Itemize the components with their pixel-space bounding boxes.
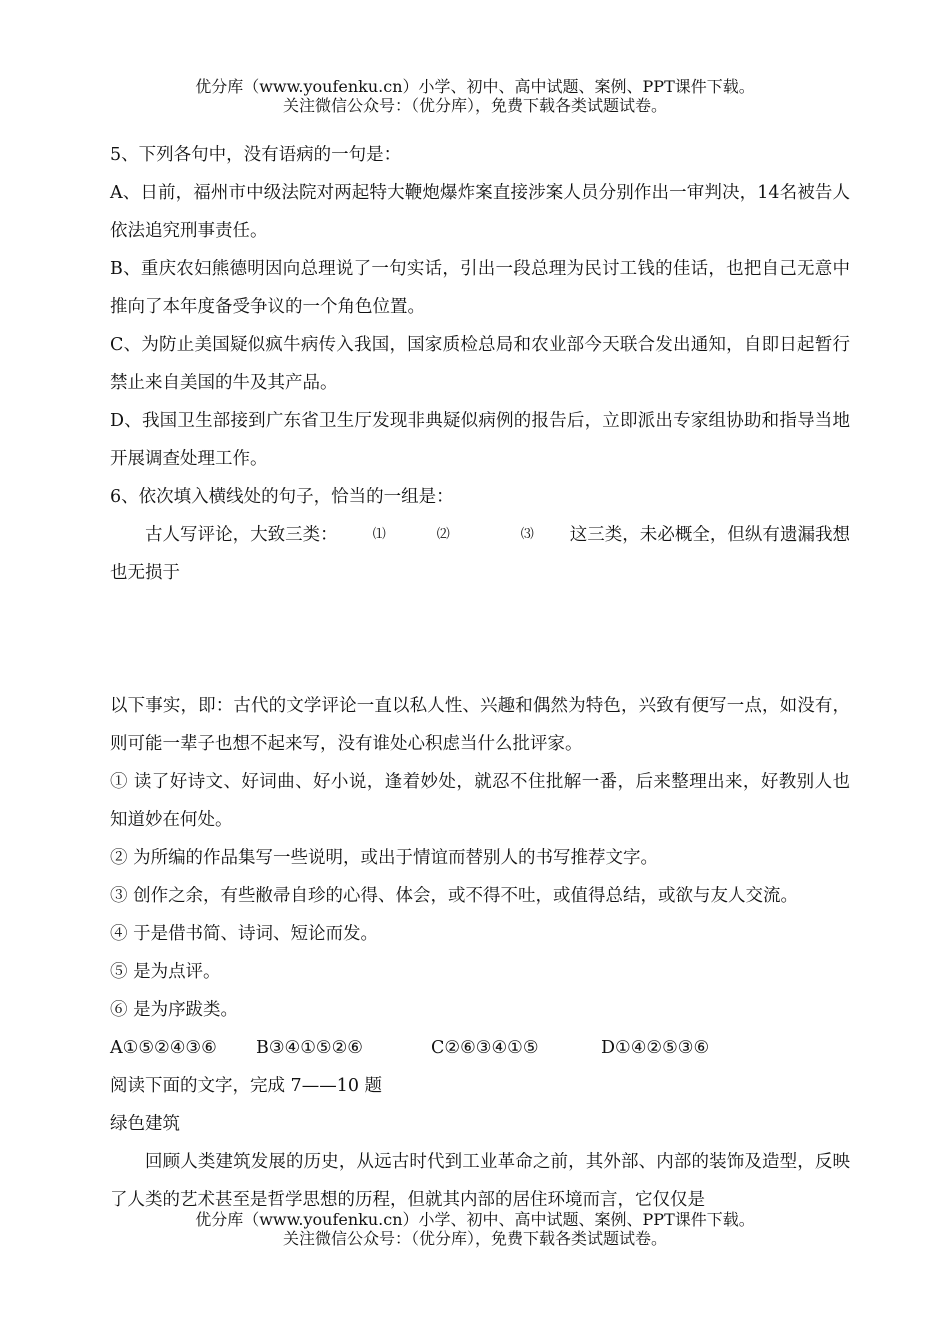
page-footer bbox=[0, 1210, 950, 1248]
q6-item-3: ③ 创作之余，有些敝帚自珍的心得、体会，或不得不吐，或值得总结，或欲与友人交流。 bbox=[110, 886, 799, 906]
reading-paragraph-1: 回顾人类建筑发展的历史，从远古时代到工业革命之前，其外部、内部的装饰及造型，反映了人类的艺术甚至是哲学思想的历程，但就其内部的居住环境而言，它仅仅是 bbox=[110, 1152, 850, 1210]
q6-option-a: A①⑤②④③⑥ bbox=[110, 1038, 217, 1058]
q6-option-c: C②⑥③④①⑤ bbox=[431, 1038, 539, 1058]
footer-line-1: 优分库（www.youfenku.cn）小学、初中、高中试题、案例、PPT课件下载。 bbox=[195, 1210, 755, 1229]
q6-options bbox=[110, 1029, 850, 1067]
q6-option-d: D①④②⑤③⑥ bbox=[601, 1038, 710, 1058]
reading-title: 绿色建筑 bbox=[110, 1114, 180, 1134]
q6-item-6: ⑥ 是为序跋类。 bbox=[110, 1000, 239, 1020]
reading-intro: 阅读下面的文字，完成 7——10 题 bbox=[110, 1076, 383, 1096]
passage-mid: 这三类，未必概全，但纵有遗漏我想也无损于 bbox=[110, 525, 850, 583]
q6-item-2: ② 为所编的作品集写一些说明，或出于情谊而替别人的书写推荐文字。 bbox=[110, 848, 659, 868]
header-line-2: 关注微信公众号：（优分库），免费下载各类试题试卷。 bbox=[282, 96, 667, 115]
q6-item-1: ① 读了好诗文、好词曲、好小说，逢着妙处，就忍不住批解一番，后来整理出来，好教别人也知道妙在何处。 bbox=[110, 772, 850, 830]
q5-option-a: A、日前，福州市中级法院对两起特大鞭炮爆炸案直接涉案人员分别作出一审判决，14名被告人依法追究刑事责任。 bbox=[110, 183, 850, 241]
q6-option-b: B③④①⑤②⑥ bbox=[256, 1038, 363, 1058]
q5-option-d: D、我国卫生部接到广东省卫生厅发现非典疑似病例的报告后，立即派出专家组协助和指导当地开展调查处理工作。 bbox=[110, 411, 850, 469]
passage-intro: 古人写评论，大致三类： bbox=[145, 525, 338, 545]
q6-passage-start bbox=[110, 516, 850, 592]
footer-line-2: 关注微信公众号：（优分库），免费下载各类试题试卷。 bbox=[282, 1229, 667, 1248]
page-header bbox=[0, 77, 950, 115]
q6-passage-end: 以下事实，即：古代的文学评论一直以私人性、兴趣和偶然为特色，兴致有便写一点，如没有，则可能一辈子也想不起来写，没有谁处心积虑当什么批评家。 bbox=[110, 696, 850, 754]
q6-item-5: ⑤ 是为点评。 bbox=[110, 962, 221, 982]
document-body bbox=[110, 136, 850, 1219]
q5-stem: 5、下列各句中，没有语病的一句是： bbox=[110, 145, 402, 165]
q5-option-c: C、为防止美国疑似疯牛病传入我国，国家质检总局和农业部今天联合发出通知，自即日起暂行禁止来自美国的牛及其产品。 bbox=[110, 335, 850, 393]
spacer bbox=[110, 592, 850, 687]
q6-item-4: ④ 于是借书简、诗词、短论而发。 bbox=[110, 924, 379, 944]
blank-3: ⑶ bbox=[520, 527, 534, 542]
q6-stem: 6、依次填入横线处的句子，恰当的一组是： bbox=[110, 487, 454, 507]
blank-1: ⑴ bbox=[372, 527, 386, 542]
header-line-1: 优分库（www.youfenku.cn）小学、初中、高中试题、案例、PPT课件下载。 bbox=[195, 77, 755, 96]
blank-2: ⑵ bbox=[436, 527, 450, 542]
q5-option-b: B、重庆农妇熊德明因向总理说了一句实话，引出一段总理为民讨工钱的佳话，也把自己无意中推向了本年度备受争议的一个角色位置。 bbox=[110, 259, 850, 317]
